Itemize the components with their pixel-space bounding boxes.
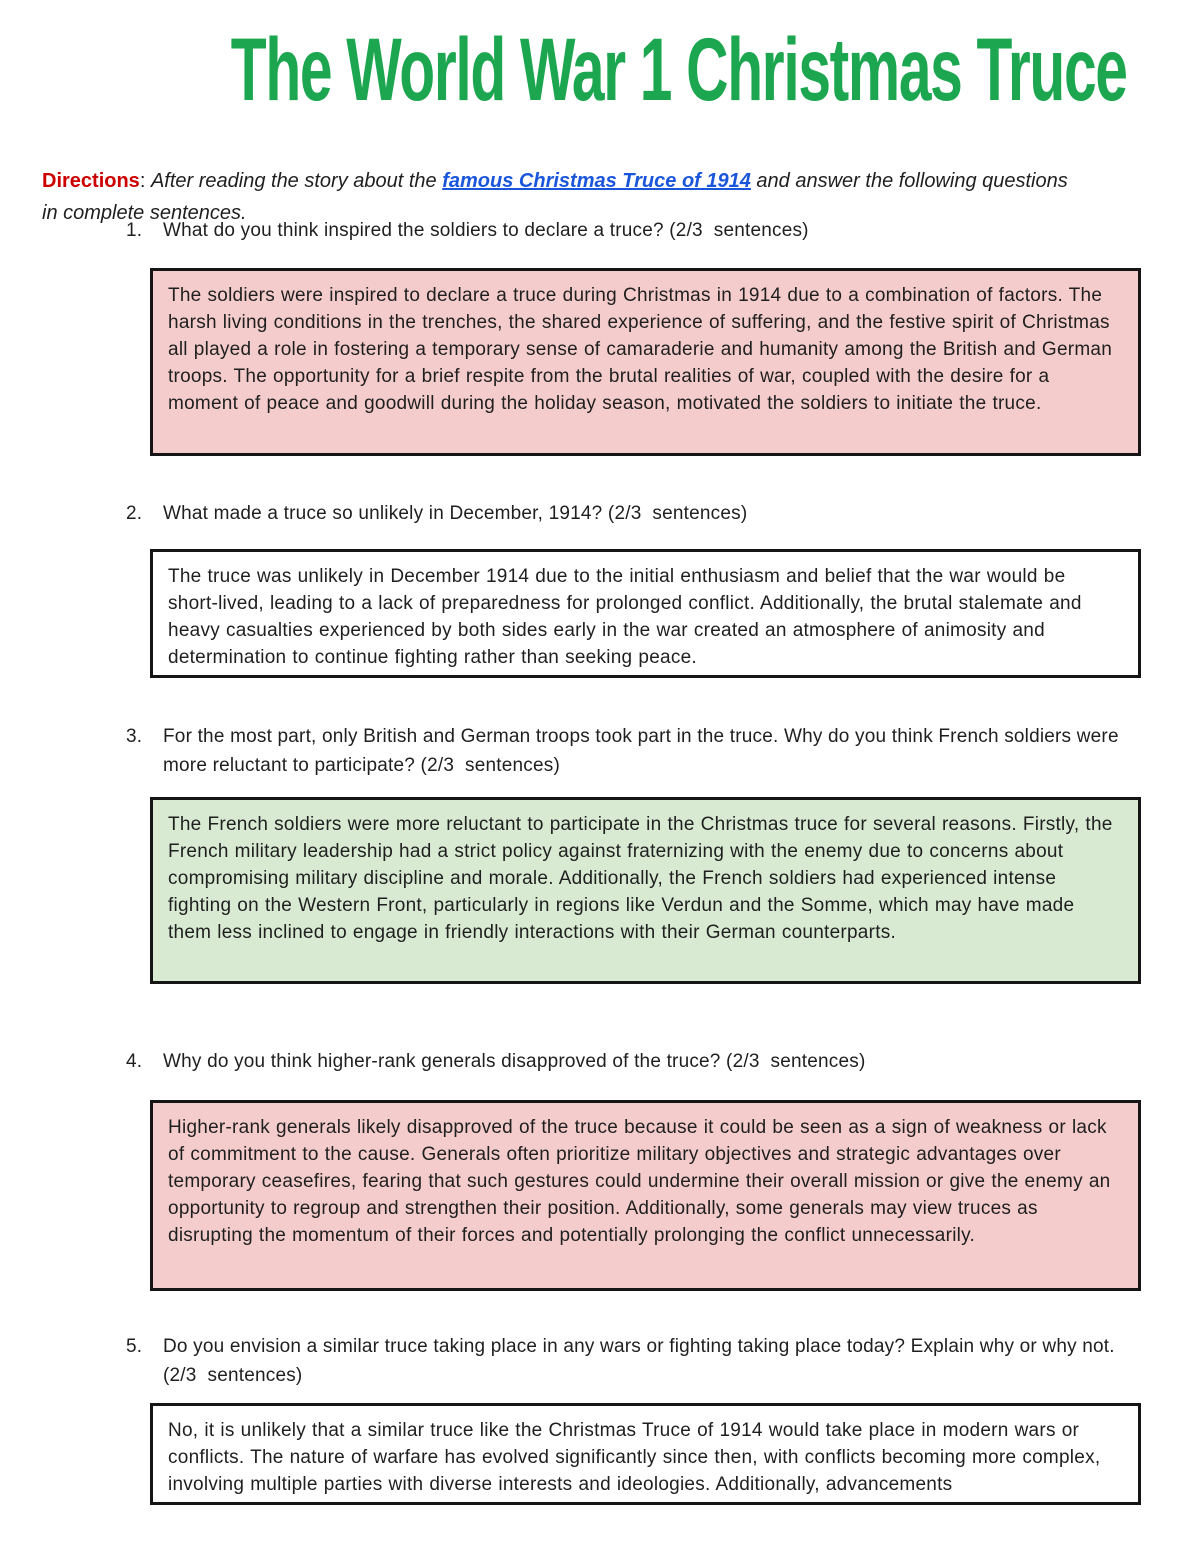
directions-text-before-link: After reading the story about the [150,170,443,192]
question-3-text: For the most part, only British and German troops took part in the truce. Why do you think French soldiers were more reluctant to participate? (2/3 sentences) [163,726,1125,776]
question-4 [126,1047,1141,1076]
page-title-text: The World War 1 Christmas Truce [230,19,1127,119]
question-2 [126,499,1141,528]
answer-box-4[interactable]: Higher-rank generals likely disapproved of the truce because it could be seen as a sign of weakness or lack of commitment to the cause. Generals often prioritize military objectives and strategic advantages over temporary ceasefires, fearing that such gestures could undermine their overall mission or give the enemy an opportunity to regroup and strengthen their position. Additionally, some generals may view truces as disrupting the momentum of their forces and potentially prolonging the conflict unnecessarily. [150,1100,1141,1291]
question-2-number: 2. [126,503,143,524]
question-5 [126,1332,1141,1390]
directions-text-after-link: and answer the following questions in complete sentences. [42,170,1068,224]
question-3 [126,722,1141,780]
question-3-number: 3. [126,726,143,747]
question-4-text: Why do you think higher-rank generals disapproved of the truce? (2/3 sentences) [163,1051,866,1072]
directions-separator: : [139,170,151,192]
christmas-truce-link[interactable]: famous Christmas Truce of 1914 [442,170,751,192]
question-1 [126,216,1141,245]
question-1-number: 1. [126,220,143,241]
question-2-text: What made a truce so unlikely in December, 1914? (2/3 sentences) [163,503,748,524]
page-title [0,16,1200,149]
answer-box-3[interactable]: The French soldiers were more reluctant to participate in the Christmas truce for several reasons. Firstly, the French military leadership had a strict policy against fraternizing with the enemy due to concerns about compromising military discipline and morale. Additionally, the French soldiers had experienced intense fighting on the Western Front, particularly in regions like Verdun and the Somme, which may have made them less inclined to engage in friendly interactions with their German counterparts. [150,797,1141,984]
answer-box-5[interactable]: No, it is unlikely that a similar truce like the Christmas Truce of 1914 would take place in modern wars or conflicts. The nature of warfare has evolved significantly since then, with conflicts becoming more complex, involving multiple parties with diverse interests and ideologies. Additionally, advancements [150,1403,1141,1505]
question-4-number: 4. [126,1051,143,1072]
answer-box-2[interactable]: The truce was unlikely in December 1914 due to the initial enthusiasm and belief that the war would be short-lived, leading to a lack of preparedness for prolonged conflict. Additionally, the brutal stalemate and heavy casualties experienced by both sides early in the war created an atmosphere of animosity and determination to continue fighting rather than seeking peace. [150,549,1141,678]
question-5-number: 5. [126,1336,143,1357]
question-1-text: What do you think inspired the soldiers to declare a truce? (2/3 sentences) [163,220,809,241]
directions-label: Directions [42,170,140,192]
answer-box-1[interactable]: The soldiers were inspired to declare a truce during Christmas in 1914 due to a combination of factors. The harsh living conditions in the trenches, the shared experience of suffering, and the festive spirit of Christmas all played a role in fostering a temporary sense of camaraderie and humanity among the British and German troops. The opportunity for a brief respite from the brutal realities of war, coupled with the desire for a moment of peace and goodwill during the holiday season, motivated the soldiers to initiate the truce. [150,268,1141,456]
question-5-text: Do you envision a similar truce taking place in any wars or fighting taking place today? Explain why or why not. (2/3 sentences) [163,1336,1121,1386]
